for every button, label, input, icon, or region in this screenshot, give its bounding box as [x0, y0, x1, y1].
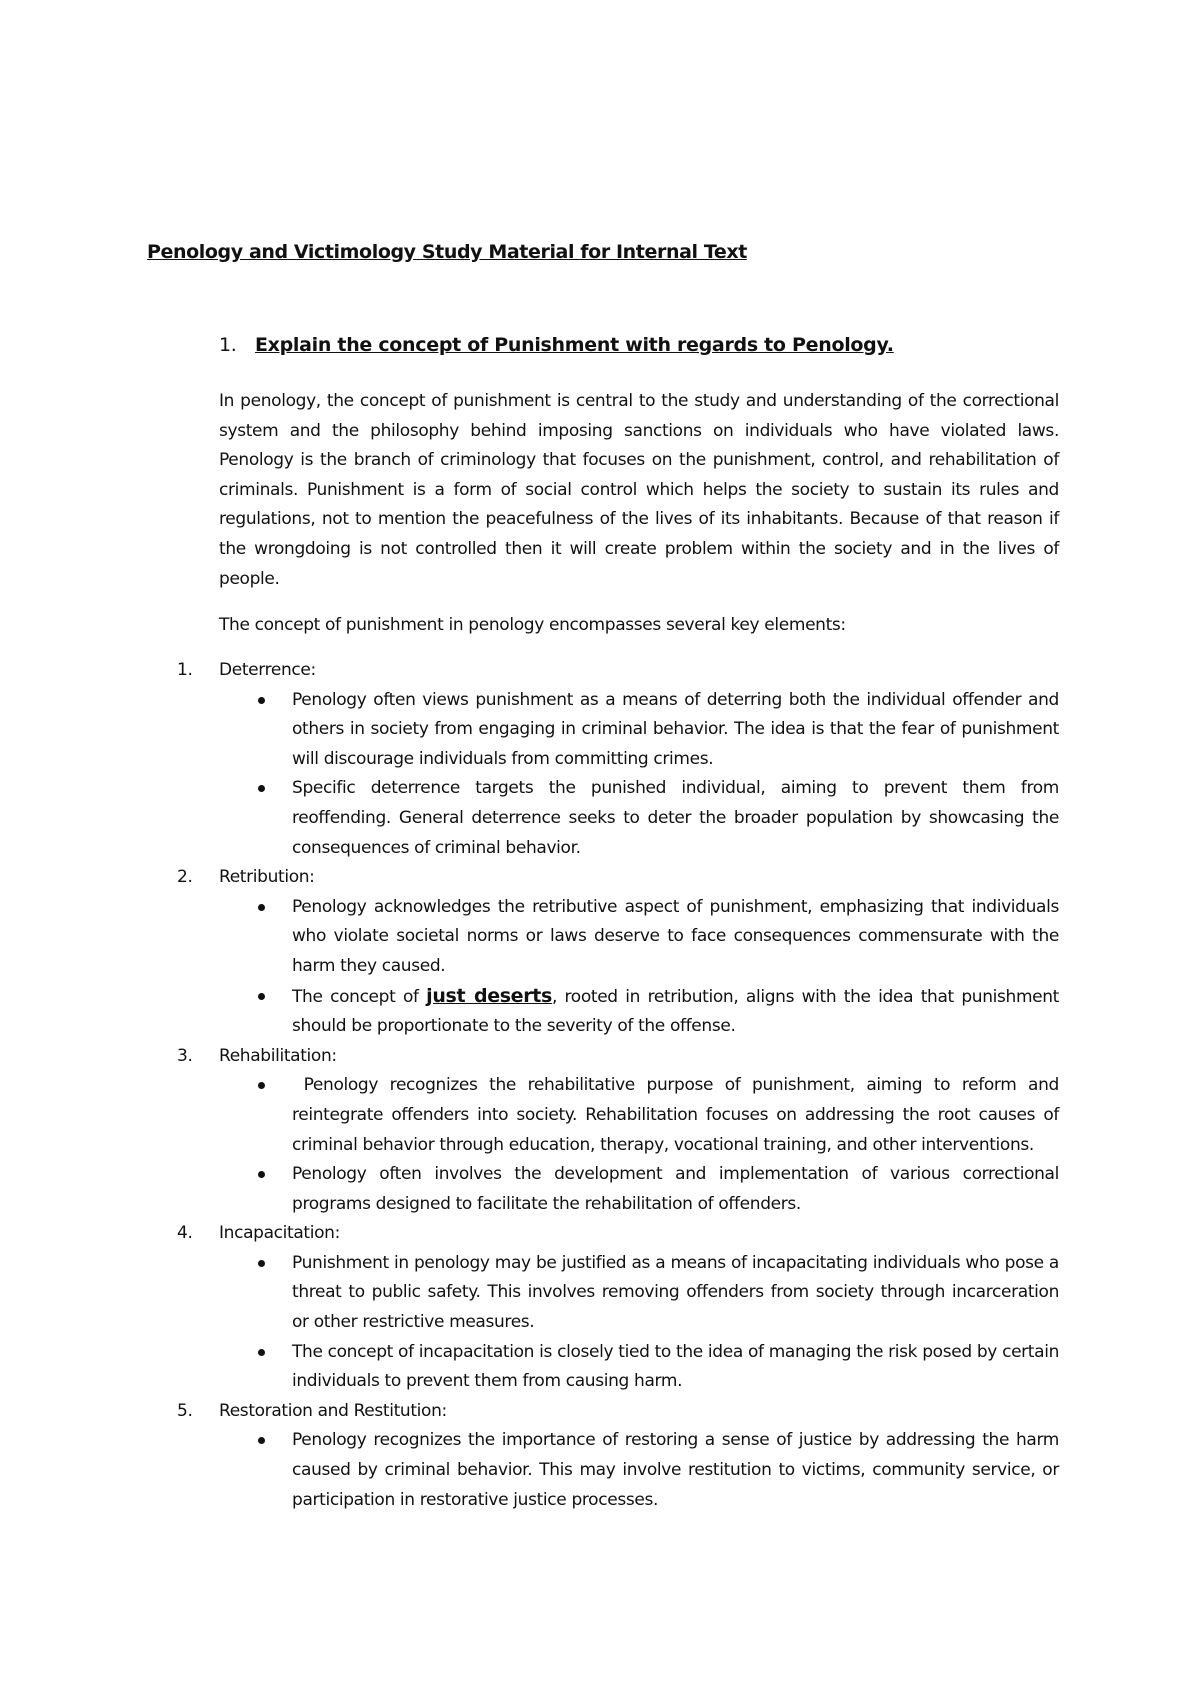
element-number: 2. [177, 867, 193, 888]
bullet-item [292, 1338, 1059, 1397]
bullet-dot-icon [258, 1260, 265, 1267]
question-text: Explain the concept of Punishment with regards to Penology. [255, 334, 894, 356]
element-heading [147, 1397, 1059, 1427]
element-number: 4. [177, 1223, 193, 1244]
question-number: 1. [219, 334, 237, 356]
bullet-dot-icon [258, 993, 265, 1000]
bullet-text: Penology often involves the development and implementation of various correctional programs designed to facilitate the rehabilitation of offenders. [292, 1164, 1059, 1214]
element-number: 1. [177, 660, 193, 680]
bullet-item [292, 1426, 1059, 1515]
bullet-item-just-deserts [292, 982, 1059, 1042]
intro-paragraph: In penology, the concept of punishment is central to the study and understanding of the correctional system and the philosophy behind imposing sanctions on individuals who have violated laws. Penology is the branch of criminology that focuses on the punishment, control, and rehabilitation of criminals. Punishment is a form of social control which helps the society to sustain its rules and regulations, not to mention the peacefulness of the lives of its inhabitants. Because of that reason if the wrongdoing is not controlled then it will create problem within the society and in the lives of people. [219, 391, 1059, 589]
bullet-item [292, 1071, 1065, 1160]
element-deterrence [147, 656, 1059, 863]
element-heading [147, 1219, 1059, 1249]
element-retribution [147, 863, 1059, 1042]
element-rehabilitation [147, 1042, 1065, 1220]
bullet-dot-icon [258, 904, 265, 911]
bullet-list [147, 1426, 1059, 1515]
bullet-dot-icon [258, 1082, 265, 1089]
bullet-list [147, 1071, 1065, 1219]
bullet-text: Penology often views punishment as a means of deterring both the individual offender and others in society from engaging in criminal behavior. The idea is that the fear of punishment will discourage individuals from committing crimes. [292, 689, 1059, 769]
bullet-dot-icon [258, 785, 265, 792]
elements-list [147, 656, 1065, 1515]
element-heading-text: Rehabilitation: [219, 1045, 337, 1066]
bullet-text: Specific deterrence targets the punished individual, aiming to prevent them from reoffending. General deterrence seeks to deter the broader population by showcasing the consequences of criminal behavior. [292, 778, 1059, 858]
bullet-text: Penology acknowledges the retributive aspect of punishment, emphasizing that individuals who violate societal norms or laws deserve to face consequences commensurate with the harm they caused. [292, 896, 1059, 976]
bullet-item [292, 774, 1059, 863]
element-heading-text: Incapacitation: [219, 1223, 340, 1244]
element-restoration-restitution [147, 1397, 1059, 1515]
bullet-dot-icon [258, 1437, 265, 1444]
bullet-item [292, 1160, 1059, 1219]
bullet-dot-icon [258, 1349, 265, 1356]
element-heading-text: Retribution: [219, 867, 315, 888]
bullet-dot-icon [258, 1171, 265, 1178]
element-heading [147, 656, 1059, 686]
lead-paragraph: The concept of punishment in penology encompasses several key elements: [219, 615, 846, 635]
element-heading-text: Deterrence: [219, 660, 316, 680]
bullet-text: The concept of incapacitation is closely tied to the idea of managing the risk posed by certain individuals to prevent them from causing harm. [292, 1341, 1059, 1392]
bullet-text-before: The concept of [292, 986, 427, 1007]
document-title: Penology and Victimology Study Material for Internal Text [147, 241, 747, 263]
bullet-item [292, 893, 1059, 982]
bullet-item [292, 1249, 1059, 1338]
element-heading-text: Restoration and Restitution: [219, 1400, 447, 1421]
bullet-dot-icon [258, 697, 265, 704]
bullet-list [147, 893, 1059, 1042]
bullet-text-after: , rooted in retribution, aligns with the idea that punishment should be proportionate to the severity of the offense. [292, 986, 1060, 1037]
bullet-list [147, 686, 1059, 864]
bullet-item [292, 686, 1059, 775]
element-number: 5. [177, 1400, 193, 1421]
bullet-text: Punishment in penology may be justified as a means of incapacitating individuals who pose a threat to public safety. This involves removing offenders from society through incarceration or other restrictive measures. [292, 1252, 1059, 1333]
element-number: 3. [177, 1045, 193, 1066]
element-heading [147, 863, 1059, 893]
bullet-text: Penology recognizes the rehabilitative purpose of punishment, aiming to reform and reintegrate offenders into society. Rehabilitation focuses on addressing the root causes of criminal behavior through education, therapy, vocational training, and other interventions. [292, 1075, 1065, 1155]
element-heading [147, 1042, 1059, 1072]
bullet-text: Penology recognizes the importance of restoring a sense of justice by addressing the harm caused by criminal behavior. This may involve restitution to victims, community service, or participation in restorative justice processes. [292, 1430, 1059, 1510]
bullet-list [147, 1249, 1059, 1397]
just-deserts-term: just deserts [426, 984, 552, 1007]
element-incapacitation [147, 1219, 1059, 1397]
